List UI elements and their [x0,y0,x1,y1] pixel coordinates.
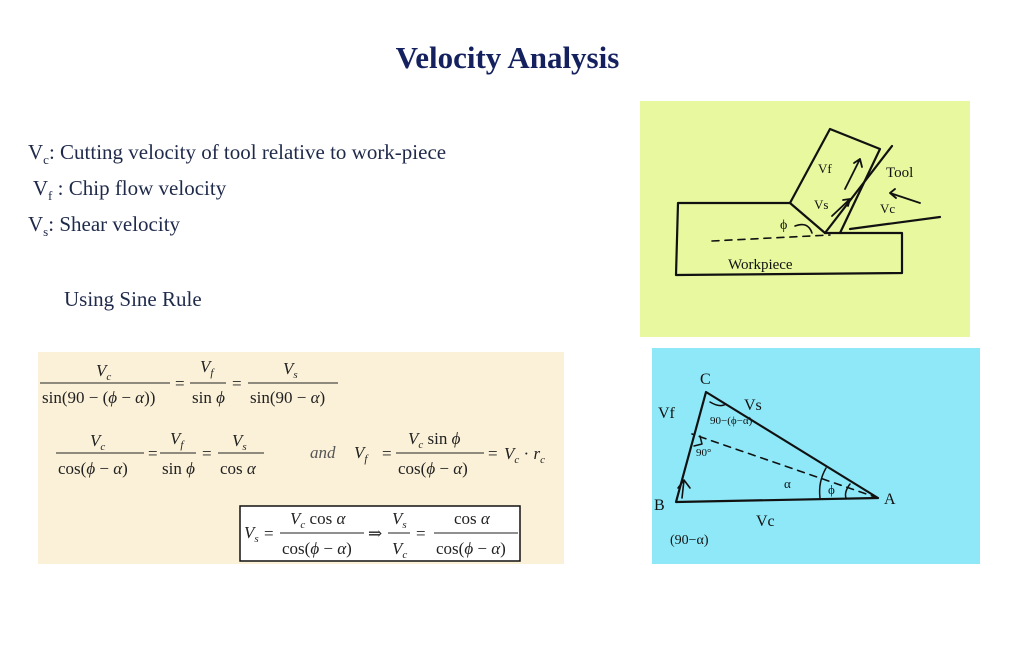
velocity-triangle-figure [652,348,980,564]
svg-text:cos(ϕ − α): cos(ϕ − α) [58,459,128,478]
svg-text:=: = [232,374,242,393]
vf-label: Vf [818,161,832,176]
triangle-vc: Vc [756,513,775,530]
phi-triangle-label: ϕ [828,482,835,497]
alpha-label: α [784,476,791,491]
slide-title: Velocity Analysis [395,40,620,75]
svg-text:=: = [202,444,212,463]
triangle-vf: Vf [658,405,675,422]
svg-text:Vs: $V_s$ [392,509,407,531]
svg-text:cos α: cos α [220,459,256,478]
svg-text:cos(ϕ − α): cos(ϕ − α) [436,539,506,558]
svg-text:Vc cos α: $V_c$ cos α [290,509,346,531]
definition-vs: $V_s$: Shear velocity [28,212,181,240]
tool-workpiece-sketch [640,101,970,337]
svg-text:Vc: $V_c$ [392,539,408,561]
svg-text:cos(ϕ − α): cos(ϕ − α) [282,539,352,558]
svg-text:=: = [382,444,392,463]
phi-label: ϕ [780,218,788,233]
svg-text:Vs: $V_s$ [283,359,298,381]
svg-text:=: = [488,444,498,463]
svg-text:sin(90 − α): sin(90 − α) [250,388,326,407]
svg-text:sin(90 − (ϕ − α)): sin(90 − (ϕ − α)) [42,388,156,407]
sine-rule-heading: Using Sine Rule [64,287,202,311]
svg-text:Vc sin ϕ: $V_c$ sin ϕ [408,429,461,451]
svg-text:=: = [416,524,426,543]
svg-text:Vc: $V_c$ [96,361,112,383]
svg-text:cos(ϕ − α): cos(ϕ − α) [398,459,468,478]
svg-text:Vf: $V_f$ [200,357,214,379]
tool-workpiece-figure [640,101,970,337]
svg-text:Vf: $V_f$ [354,443,368,465]
vc-label: Vc [880,201,896,216]
svg-text:Vc: $V_c$ [90,431,106,453]
svg-text:cos α: cos α [454,509,490,528]
vertex-c: C [700,371,711,388]
angle-b-label: (90−α) [670,533,709,548]
vertex-b: B [654,497,665,514]
svg-text:sin ϕ: sin ϕ [162,459,195,478]
svg-text:Vs: $V_s$ [232,431,247,453]
svg-text:Vc · rc: $V_c \cdot r_c$ [504,444,545,466]
svg-text:=: = [175,374,185,393]
svg-text:Vf: $V_f$ [170,429,184,451]
vs-label: Vs [814,197,829,212]
equations-figure [38,352,564,564]
triangle-vs: Vs [744,397,762,414]
svg-text:Vs: $V_s$ [244,523,259,545]
workpiece-label: Workpiece [728,257,793,273]
velocity-triangle-sketch [652,348,980,564]
definition-vf: $V_f$ : Chip flow velocity [28,176,227,204]
equations-panel [38,352,564,564]
vertex-a: A [884,491,896,508]
svg-text:=: = [148,444,158,463]
svg-text:⇒: ⇒ [368,524,383,543]
tool-label: Tool [886,165,914,181]
angle-c-label: 90−(ϕ−α) [710,415,753,427]
angle-90-label: 90° [696,447,712,459]
svg-text:=: = [264,524,274,543]
and-text: and [310,443,336,462]
svg-text:sin ϕ: sin ϕ [192,388,225,407]
definition-vc: $V_c$: Cutting velocity of tool relative to work-piece [28,140,447,168]
definitions-list [28,138,446,247]
